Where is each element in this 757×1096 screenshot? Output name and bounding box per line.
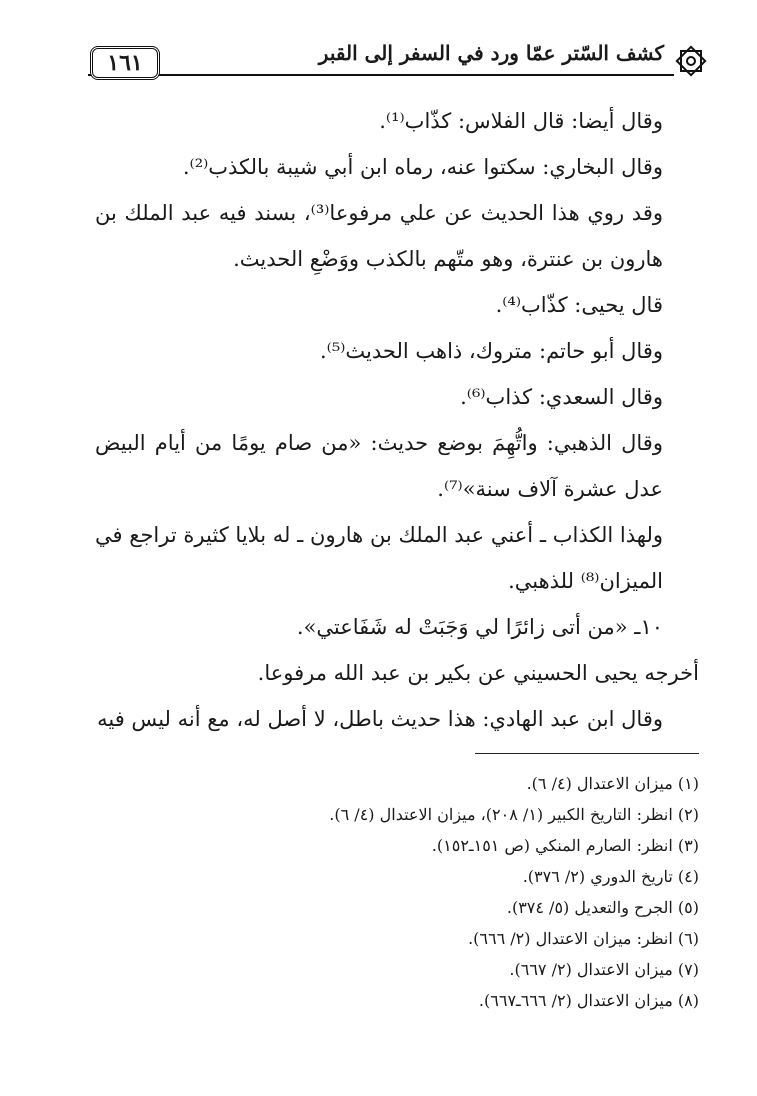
page-header (88, 38, 708, 88)
footnote-7: (٧) ميزان الاعتدال (٢/ ٦٦٧). (509, 960, 699, 979)
main-text (95, 98, 699, 742)
paragraph-2: وقال البخاري: سكتوا عنه، رماه ابن أبي شيبة بالكذب⁽²⁾. (182, 155, 663, 179)
footnote-3: (٣) انظر: الصارم المنكي (ص ١٥١ـ١٥٢). (431, 836, 699, 855)
footnote-6: (٦) انظر: ميزان الاعتدال (٢/ ٦٦٦). (468, 929, 699, 948)
header-rule (88, 74, 674, 76)
footnote-2: (٢) انظر: التاريخ الكبير (١/ ٢٠٨)، ميزان الاعتدال (٤/ ٦). (329, 805, 699, 824)
paragraph-3: وقد روي هذا الحديث عن علي مرفوعا⁽³⁾، بسند فيه عبد الملك بن هارون بن عنترة، وهو متّهم بالكذب ووَضْعِ الحديث. (95, 201, 663, 271)
paragraph-5: وقال أبو حاتم: متروك، ذاهب الحديث⁽⁵⁾. (320, 339, 663, 363)
footnote-separator (475, 753, 699, 754)
paragraph-6: وقال السعدي: كذاب⁽⁶⁾. (460, 385, 663, 409)
footnote-5: (٥) الجرح والتعديل (٥/ ٣٧٤). (506, 898, 699, 917)
paragraph-11: وقال ابن عبد الهادي: هذا حديث باطل، لا أصل له، مع أنه ليس فيه (97, 707, 663, 731)
footnote-1: (١) ميزان الاعتدال (٤/ ٦). (526, 774, 699, 793)
ornament-star-icon (674, 44, 708, 78)
hadith-10: ١٠ـ «من أتى زائرًا لي وَجَبَتْ له شَفَاعتي». (296, 615, 663, 639)
footnote-8: (٨) ميزان الاعتدال (٢/ ٦٦٦ـ٦٦٧). (478, 991, 699, 1010)
footnote-4: (٤) تاريخ الدوري (٢/ ٣٧٦). (522, 867, 699, 886)
paragraph-8: ولهذا الكذاب ـ أعني عبد الملك بن هارون ـ له بلايا كثيرة تراجع في الميزان⁽⁸⁾ للذهبي. (95, 523, 663, 593)
paragraph-1: وقال أيضا: قال الفلاس: كذّاب⁽¹⁾. (379, 109, 663, 133)
footnotes (95, 768, 699, 1016)
running-title: كشف السّتر عمّا ورد في السفر إلى القبر (318, 41, 664, 65)
paragraph-10: أخرجه يحيى الحسيني عن بكير بن عبد الله مرفوعا. (257, 661, 699, 685)
paragraph-7: وقال الذهبي: واتُّهِمَ بوضع حديث: «من صام يومًا من أيام البيض عدل عشرة آلاف سنة»⁽⁷⁾. (95, 431, 663, 501)
page-number: ١٦١ (90, 46, 160, 80)
paragraph-4: قال يحيى: كذّاب⁽⁴⁾. (495, 293, 663, 317)
